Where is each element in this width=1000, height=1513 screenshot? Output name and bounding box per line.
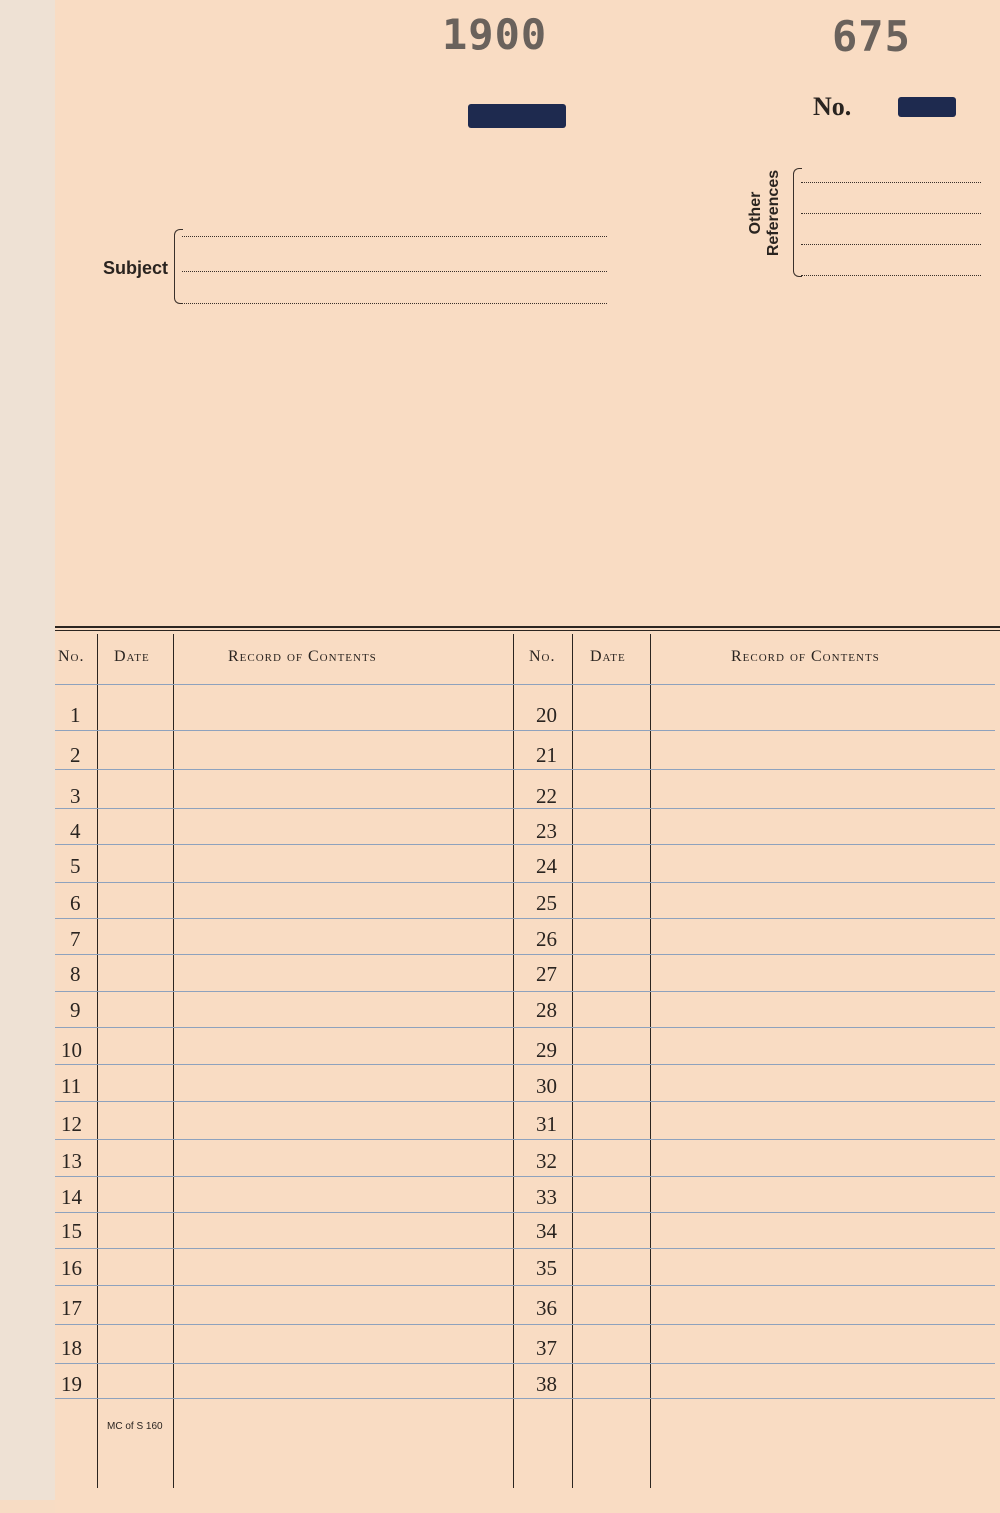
header-date-right: Date [590, 648, 626, 665]
row-rule [55, 1176, 995, 1177]
column-divider [650, 634, 651, 1488]
row-number: 12 [61, 1112, 82, 1136]
row-number: 25 [536, 891, 557, 915]
redaction-mark [468, 104, 566, 128]
row-number: 9 [70, 998, 81, 1022]
header-no-right: No. [529, 648, 556, 665]
row-rule [55, 769, 995, 770]
header-date-left: Date [114, 648, 150, 665]
row-number: 31 [536, 1112, 557, 1136]
column-divider [572, 634, 573, 1488]
row-number: 6 [70, 891, 81, 915]
row-rule [55, 1139, 995, 1140]
row-rule [55, 1285, 995, 1286]
row-number: 32 [536, 1149, 557, 1173]
row-number: 35 [536, 1256, 557, 1280]
row-number: 18 [61, 1336, 82, 1360]
subject-brace [174, 229, 183, 304]
binding-spine [0, 0, 56, 1500]
row-number: 28 [536, 998, 557, 1022]
row-number: 24 [536, 854, 557, 878]
row-number: 7 [70, 927, 81, 951]
row-number: 3 [70, 784, 81, 808]
column-divider [173, 634, 174, 1488]
row-number: 30 [536, 1074, 557, 1098]
row-rule [55, 991, 995, 992]
row-rule [55, 1064, 995, 1065]
row-number: 23 [536, 819, 557, 843]
row-rule [55, 684, 995, 685]
row-rule [55, 808, 995, 809]
header-contents-right: Record of Contents [731, 648, 880, 665]
form-code: MC of S 160 [107, 1421, 163, 1432]
other-references-line[interactable] [801, 275, 981, 276]
column-divider [97, 634, 98, 1488]
row-number: 16 [61, 1256, 82, 1280]
row-number: 36 [536, 1296, 557, 1320]
redaction-mark [898, 97, 956, 117]
subject-line[interactable] [182, 236, 607, 237]
row-number: 15 [61, 1219, 82, 1243]
row-number: 13 [61, 1149, 82, 1173]
file-cover-sheet [55, 0, 1000, 1513]
row-number: 1 [70, 703, 81, 727]
row-number: 11 [61, 1074, 82, 1098]
other-references-line[interactable] [801, 244, 981, 245]
row-number: 4 [70, 819, 81, 843]
row-number: 26 [536, 927, 557, 951]
other-references-brace [793, 168, 802, 277]
subject-line[interactable] [182, 303, 607, 304]
row-rule [55, 1212, 995, 1213]
row-number: 17 [61, 1296, 82, 1320]
row-rule [55, 1324, 995, 1325]
other-references-line[interactable] [801, 182, 981, 183]
row-rule [55, 954, 995, 955]
row-number: 19 [61, 1372, 82, 1396]
row-number: 8 [70, 962, 81, 986]
table-top-rule [55, 626, 1000, 631]
subject-label: Subject [103, 258, 169, 278]
no-label: No. [813, 92, 852, 121]
row-number: 34 [536, 1219, 557, 1243]
header-contents-left: Record of Contents [228, 648, 377, 665]
subject-line[interactable] [182, 271, 607, 272]
row-rule [55, 1248, 995, 1249]
header-no-left: No. [58, 648, 85, 665]
row-rule [55, 844, 995, 845]
row-number: 21 [536, 743, 557, 767]
year-stamp: 1900 [442, 10, 548, 59]
row-number: 2 [70, 743, 81, 767]
row-rule [55, 1101, 995, 1102]
row-rule [55, 1027, 995, 1028]
row-number: 27 [536, 962, 557, 986]
row-number: 29 [536, 1038, 557, 1062]
row-number: 38 [536, 1372, 557, 1396]
row-rule [55, 1398, 995, 1399]
row-rule [55, 882, 995, 883]
row-rule [55, 918, 995, 919]
other-references-label: Other References [747, 169, 782, 257]
column-divider [513, 634, 514, 1488]
row-number: 33 [536, 1185, 557, 1209]
row-number: 5 [70, 854, 81, 878]
row-number: 37 [536, 1336, 557, 1360]
row-number: 22 [536, 784, 557, 808]
row-rule [55, 730, 995, 731]
file-number-stamp: 675 [832, 12, 911, 61]
other-references-line[interactable] [801, 213, 981, 214]
row-number: 20 [536, 703, 557, 727]
row-number: 10 [61, 1038, 82, 1062]
row-number: 14 [61, 1185, 82, 1209]
row-rule [55, 1363, 995, 1364]
